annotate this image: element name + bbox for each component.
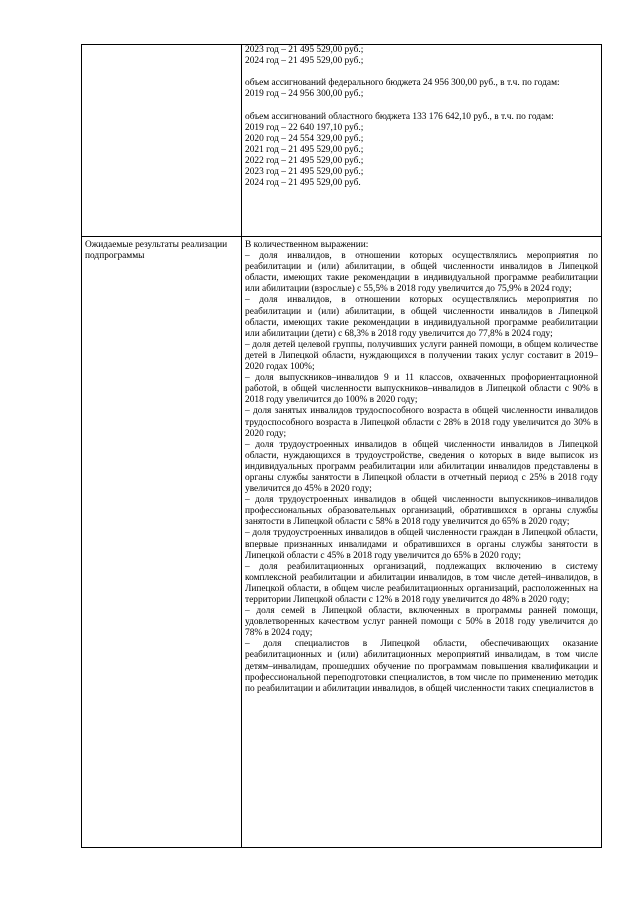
regional-budget-line: 2022 год – 21 495 529,00 руб.;: [245, 155, 364, 166]
expected-results-label: Ожидаемые результаты реализации подпрограммы: [85, 240, 228, 262]
regional-budget-line: 2024 год – 21 495 529,00 руб.: [245, 178, 361, 189]
result-item: – доля реабилитационных организаций, подлежащих включению в систему комплексной реабилитации и абилитации инвалидов, в том числе детей–инвалидов, в Липецкой области, в общем числе реабилитационных организаций, расположенных на территории Липецкой области с 12% в 2018 году увеличится до 48% в 2020 году;: [245, 561, 598, 605]
funding-line: 2023 год – 21 495 529,00 руб.;: [245, 45, 364, 55]
document-table: [81, 44, 602, 848]
expected-results-label-cell: [82, 237, 242, 848]
result-item: – доля семей в Липецкой области, включенных в программы ранней помощи, удовлетворенных качеством услуг ранней помощи с 50% в 2018 году увеличится до 78% в 2024 году;: [245, 606, 598, 639]
result-item: – доля инвалидов, в отношении которых осуществлялись мероприятия по реабилитации и (или) абилитации, в общей численности инвалидов в Липецкой области, имеющих такие рекомендации в индивидуальной программе реабилитации или абилитации (дети) с 68,3% в 2018 году увеличится до 77,8% в 2024 году;: [245, 295, 598, 339]
regional-budget-line: 2020 год – 24 554 329,00 руб.;: [245, 133, 364, 144]
result-item: – доля выпускников–инвалидов 9 и 11 классов, охваченных профориентационной работой, в общей численности выпускников–инвалидов в Липецкой области с 90% в 2018 году увеличится до 100% в 2020 году;: [245, 373, 598, 406]
regional-budget-line: 2023 год – 21 495 529,00 руб.;: [245, 167, 364, 178]
result-item: – доля специалистов в Липецкой области, обеспечивающих оказание реабилитационных и (или) абилитационных мероприятий инвалидам, в том числе детям–инвалидам, прошедших обучение по программам повышения квалификации и профессиональной переподготовки специалистов, в том числе по применению методик по реабилитации и абилитации инвалидов, в общей численности таких специалистов в: [245, 639, 598, 694]
regional-budget-line: 2021 год – 21 495 529,00 руб.;: [245, 144, 364, 155]
funding-lines-top: [245, 45, 598, 67]
result-item: – доля детей целевой группы, получивших услуги ранней помощи, в общем количестве детей в Липецкой области, нуждающихся в получении таких услуг составит в 2019–2020 годах 100%;: [245, 339, 598, 373]
regional-budget-line: 2019 год – 22 640 197,10 руб.;: [245, 122, 364, 133]
spacer: [245, 67, 598, 78]
funding-line: 2024 год – 21 495 529,00 руб.;: [245, 56, 364, 67]
result-item: – доля трудоустроенных инвалидов в общей численности выпускников–инвалидов профессиональных образовательных организаций, обратившихся в органы службы занятости в Липецкой области с 58% в 2018 году увеличится до 65% в 2020 году;: [245, 495, 598, 528]
federal-budget-intro: объем ассигнований федерального бюджета 24 956 300,00 руб., в т.ч. по годам:: [245, 78, 560, 89]
result-item: – доля трудоустроенных инвалидов в общей численности инвалидов в Липецкой области, нуждающихся в трудоустройстве, сведения о которых в виде выписок из индивидуальных программ реабилитации или абилитации инвалидов представлены в органы службы занятости в Липецкой области в отчетный период с 25% в 2018 году увеличится до 45% в 2020 году;: [245, 439, 598, 495]
spacer: [245, 100, 598, 111]
funding-row: [82, 45, 602, 237]
results-intro: В количественном выражении:: [245, 240, 369, 250]
expected-results-content-cell: [242, 237, 602, 848]
funding-row-content-cell: [242, 45, 602, 237]
federal-budget-line: 2019 год – 24 956 300,00 руб.;: [245, 89, 364, 100]
result-item: – доля трудоустроенных инвалидов в общей численности граждан в Липецкой области, впервые признанных инвалидами и обратившихся в органы службы занятости в Липецкой области с 45% в 2018 году увеличится до 65% в 2020 году;: [245, 528, 598, 561]
result-item: – доля занятых инвалидов трудоспособного возраста в общей численности инвалидов трудоспособного возраста в Липецкой области с 28% в 2018 году увеличится до 30% в 2020 году;: [245, 406, 598, 439]
result-item: – доля инвалидов, в отношении которых осуществлялись мероприятия по реабилитации и (или) абилитации, в общей численности инвалидов в Липецкой области, имеющих такие рекомендации в индивидуальной программе реабилитации или абилитации (взрослые) с 55,5% в 2018 году увеличится до 75,9% в 2024 году;: [245, 251, 598, 295]
regional-budget-intro: объем ассигнований областного бюджета 133 176 642,10 руб., в т.ч. по годам:: [245, 111, 554, 122]
expected-results-row: [82, 237, 602, 848]
funding-row-label-cell: [82, 45, 242, 237]
